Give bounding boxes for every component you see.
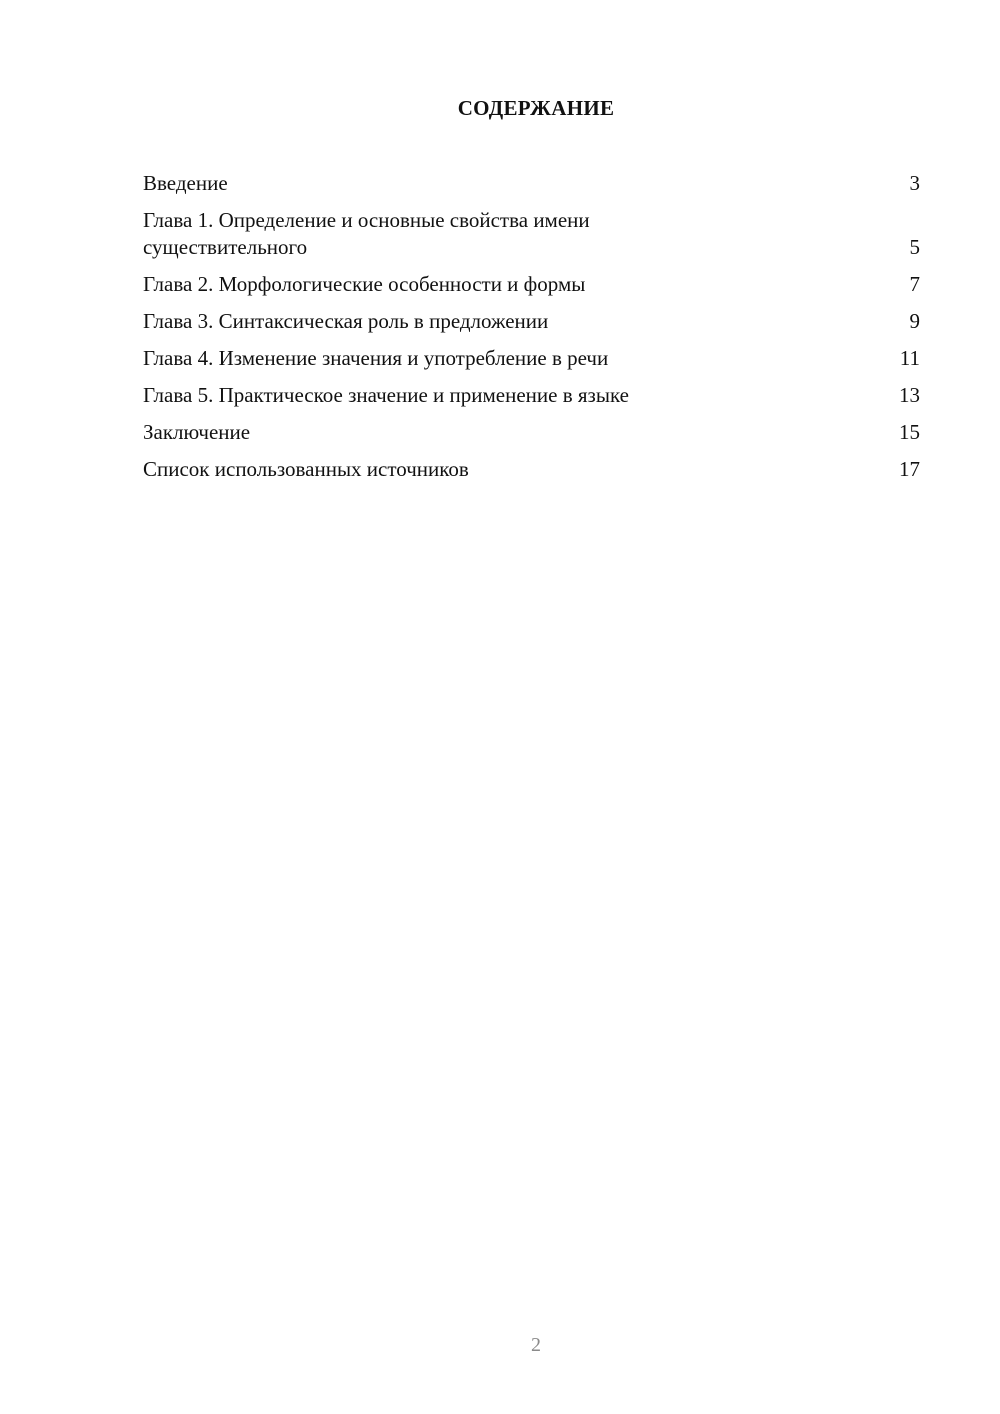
page-number: 2 bbox=[531, 1334, 541, 1356]
toc-entry-page-number: 15 bbox=[899, 420, 920, 444]
toc-entry-page-number: 13 bbox=[899, 383, 920, 407]
toc-entry-introduction bbox=[143, 170, 920, 197]
toc-entry-page-number: 5 bbox=[909, 235, 920, 259]
toc-title: СОДЕРЖАНИЕ bbox=[457, 96, 615, 120]
toc-entry-chapter-3 bbox=[143, 308, 920, 335]
toc-entry-page-number: 11 bbox=[899, 346, 920, 370]
toc-entry-page-number: 17 bbox=[899, 457, 920, 481]
toc-entry-page-number: 3 bbox=[909, 171, 920, 195]
toc-entry-text: Список использованных источников bbox=[143, 457, 469, 481]
toc-entry-text: Заключение bbox=[143, 420, 251, 444]
toc-entry-text: Глава 5. Практическое значение и применение в языке bbox=[143, 383, 629, 407]
toc-entry-page-number: 7 bbox=[909, 272, 920, 296]
toc-entry-references bbox=[143, 456, 920, 483]
toc-entry-page-number: 9 bbox=[909, 309, 920, 333]
toc-entry-text: Глава 1. Определение и основные свойства имени существительного bbox=[143, 208, 590, 259]
table-of-contents bbox=[143, 170, 920, 493]
toc-entry-text: Глава 3. Синтаксическая роль в предложении bbox=[143, 309, 549, 333]
toc-entry-text: Введение bbox=[143, 171, 228, 195]
toc-entry-chapter-2 bbox=[143, 271, 920, 298]
toc-entry-chapter-5 bbox=[143, 382, 920, 409]
toc-entry-chapter-1 bbox=[143, 207, 920, 261]
toc-entry-conclusion bbox=[143, 419, 920, 446]
toc-entry-text: Глава 4. Изменение значения и употребление в речи bbox=[143, 346, 609, 370]
toc-entry-chapter-4 bbox=[143, 345, 920, 372]
toc-entry-text: Глава 2. Морфологические особенности и формы bbox=[143, 272, 586, 296]
